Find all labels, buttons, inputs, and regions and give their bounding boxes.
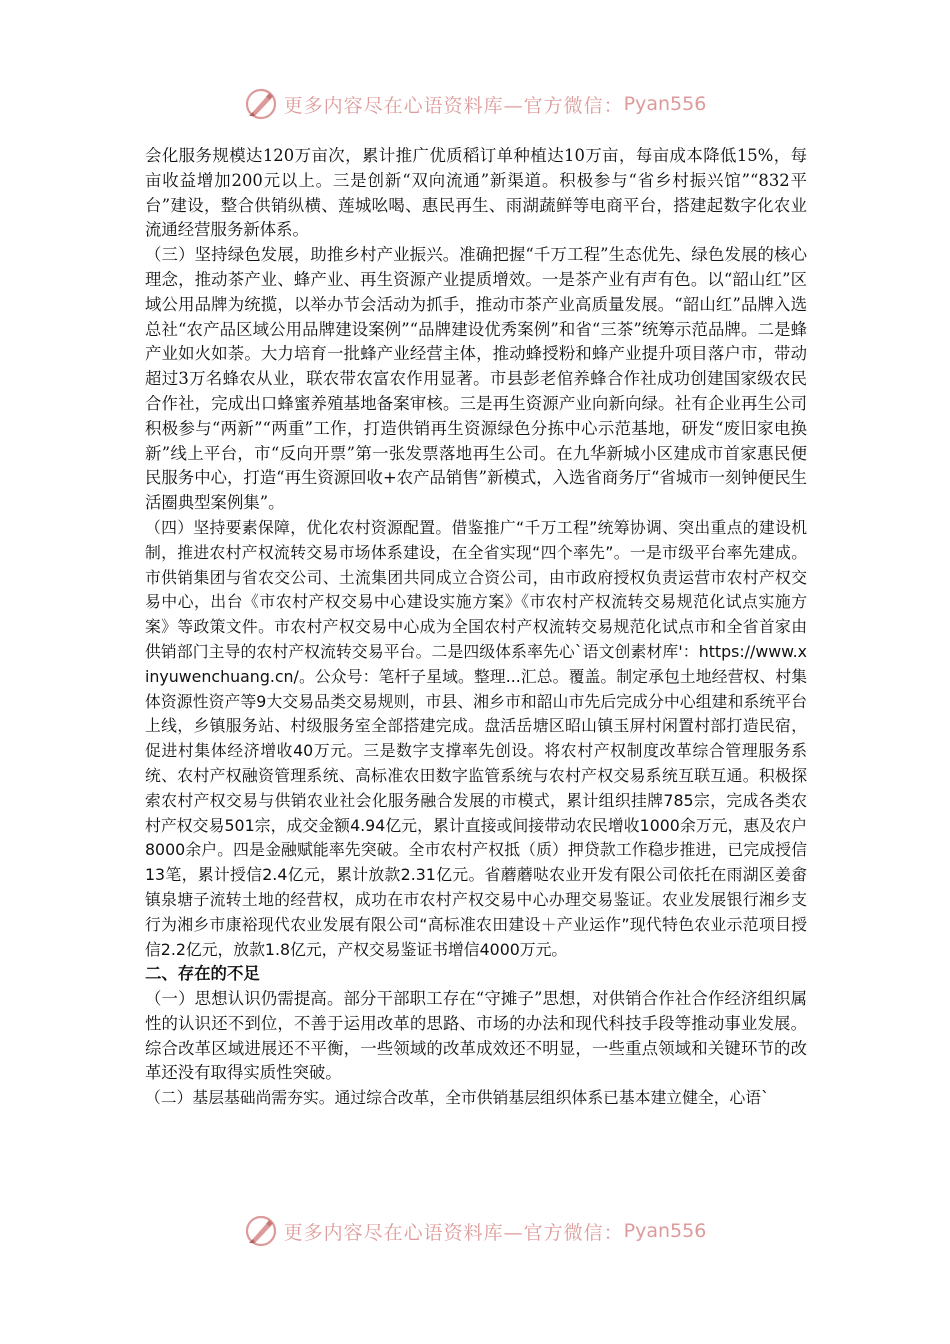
- header-wechat-id: Pyan556: [623, 93, 707, 115]
- footer-banner: [0, 1211, 950, 1251]
- pen-logo-icon: [244, 1214, 278, 1248]
- paragraph-grassroots-foundation: （二）基层基础尚需夯实。通过综合改革，全市供销基层组织体系已基本建立健全，心语`: [145, 1088, 769, 1108]
- paragraph-factor-guarantee: （四）坚持要素保障，优化农村资源配置。借鉴推广“千万工程”统筹协调、突出重点的建设机制，推进农村产权流转交易市场体系建设，在全省实现“四个率先”。一是市级平台率先建成。市供销集团与省农交公司、土流集团共同成立合资公司，由市政府授权负责运营市农村产权交易中心，出台《市农村产权交易中心建设实施方案》《市农村产权流转交易规范化试点实施方案》等政策文件。市农村产权交易中心成为全国农村产权流转交易规范化试点市和全省首家由供销部门主导的农村产权流转交易平台。二是四级体系率先心`语文创素材库'：https://www.xinyuwenchuang.cn/。公众号：笔杆子星域。整理...汇总。覆盖。制定承包土地经营权、村集体资源性资产等9大交易品类交易规则，市县、湘乡市和韶山市先后完成分中心组建和系统平台上线，乡镇服务站、村级服务室全部搭建完成。盘活岳塘区昭山镇玉屏村闲置村部打造民宿，促进村集体经济增收40万元。三是数字支撑率先创设。将农村产权制度改革综合管理服务系统、农村产权融资管理系统、高标准农田数字监管系统与农村产权交易系统互联互通。积极探索农村产权交易与供销农业社会化服务融合发展的市模式，累计组织挂牌785宗，完成各类农村产权交易501宗，成交金额4.94亿元，累计直接或间接带动农民增收1000余万元，惠及农户8000余户。四是金融赋能率先突破。全市农村产权抵（质）押贷款工作稳步推进，已完成授信13笔，累计授信2.4亿元，累计放款2.31亿元。省蘑蘑哒农业开发有限公司依托在雨湖区姜畲镇泉塘子流转土地的经营权，成功在市农村产权交易中心办理交易鉴证。农业发展银行湘乡支行为湘乡市康裕现代农业发展有限公司“高标准农田建设＋产业运作”现代特色农业示范项目授信2.2亿元，放款1.8亿元，产权交易鉴证书增信4000万元。: [145, 517, 807, 959]
- section-heading-shortcomings: 二、存在的不足: [145, 964, 260, 984]
- footer-wechat-id: Pyan556: [623, 1220, 707, 1242]
- document-body: [145, 144, 807, 1111]
- footer-banner-text: 更多内容尽在心语资料库—官方微信：: [283, 1221, 624, 1244]
- header-banner: [0, 84, 950, 124]
- pen-logo-icon: [244, 87, 278, 121]
- header-banner-text: 更多内容尽在心语资料库—官方微信：: [283, 94, 624, 117]
- paragraph-green-development: （三）坚持绿色发展，助推乡村产业振兴。准确把握“千万工程”生态优先、绿色发展的核心理念，推动茶产业、蜂产业、再生资源产业提质增效。一是茶产业有声有色。以“韶山红”区域公用品牌为统揽，以举办节会活动为抓手，推动市茶产业高质量发展。“韶山红”品牌入选总社“农产品区域公用品牌建设案例”“品牌建设优秀案例”和省“三茶”统筹示范品牌。二是蜂产业如火如荼。大力培育一批蜂产业经营主体，推动蜂授粉和蜂产业提升项目落户市，带动超过3万名蜂农从业，联农带农富农作用显著。市县彭老倌养蜂合作社成功创建国家级农民合作社，完成出口蜂蜜养殖基地备案审核。三是再生资源产业向新向绿。社有企业再生公司积极参与“两新”“两重”工作，打造供销再生资源绿色分拣中心示范基地，研发“废旧家电换新”线上平台，市“反向开票”第一张发票落地再生公司。在九华新城小区建成市首家惠民便民服务中心，打造“再生资源回收+农产品销售”新模式，入选省商务厅“省城市一刻钟便民生活圈典型案例集”。: [145, 245, 807, 513]
- paragraph-ideological-awareness: （一）思想认识仍需提高。部分干部职工存在“守摊子”思想，对供销合作社合作经济组织属性的认识还不到位，不善于运用改革的思路、市场的办法和现代科技手段等推动事业发展。综合改革区域进展还不平衡，一些领域的改革成效还不明显，一些重点领域和关键环节的改革还没有取得实质性突破。: [145, 989, 807, 1083]
- paragraph-service-scale: 会化服务规模达120万亩次，累计推广优质稻订单种植达10万亩，每亩成本降低15%，每亩收益增加200元以上。三是创新“双向流通”新渠道。积极参与“省乡村振兴馆”“832平台”建设，整合供销纵横、莲城吆喝、惠民再生、雨湖蔬鲜等电商平台，搭建起数字化农业流通经营服务新体系。: [145, 146, 807, 240]
